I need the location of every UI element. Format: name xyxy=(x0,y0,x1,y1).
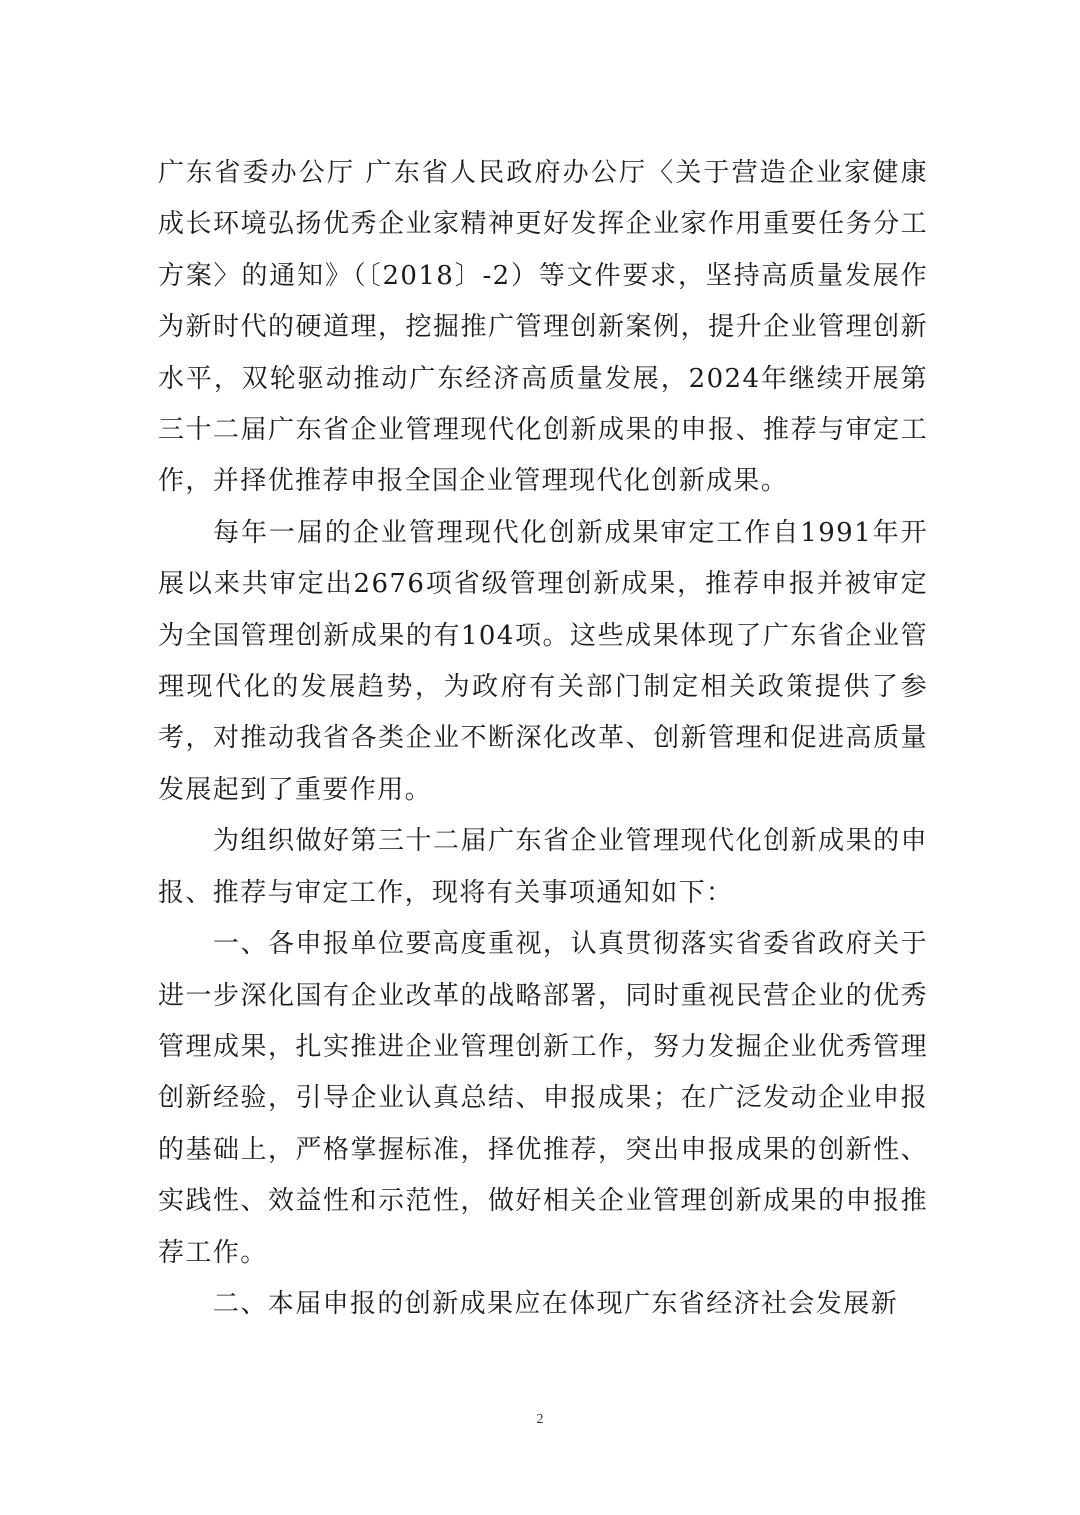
paragraph-intro: 为组织做好第三十二届广东省企业管理现代化创新成果的申报、推荐与审定工作，现将有关事项通知如下： xyxy=(158,826,928,908)
document-body xyxy=(158,148,928,1330)
paragraph-history: 每年一届的企业管理现代化创新成果审定工作自1991年开展以来共审定出2676项省级管理创新成果，推荐申报并被审定为全国管理创新成果的有104项。这些成果体现了广东省企业管理现代化的发展趋势，为政府有关部门制定相关政策提供了参考，对推动我省各类企业不断深化改革、创新管理和促进高质量发展起到了重要作用。 xyxy=(158,517,928,805)
paragraph-continuation: 广东省委办公厅 广东省人民政府办公厅〈关于营造企业家健康成长环境弘扬优秀企业家精神更好发挥企业家作用重要任务分工方案〉的通知》（〔2018〕-2）等文件要求，坚持高质量发展作为新时代的硬道理，挖掘推广管理创新案例，提升企业管理创新水平，双轮驱动推动广东经济高质量发展，2024年继续开展第三十二届广东省企业管理现代化创新成果的申报、推荐与审定工作，并择优推荐申报全国企业管理现代化创新成果。 xyxy=(158,158,928,497)
paragraph-item-two: 二、本届申报的创新成果应在体现广东省经济社会发展新 xyxy=(213,1288,899,1319)
page-number: 2 xyxy=(536,1412,544,1427)
paragraph-item-one: 一、各申报单位要高度重视，认真贯彻落实省委省政府关于进一步深化国有企业改革的战略部署，同时重视民营企业的优秀管理成果，扎实推进企业管理创新工作，努力发掘企业优秀管理创新经验，引导企业认真总结、申报成果；在广泛发动企业申报的基础上，严格掌握标准，择优推荐，突出申报成果的创新性、实践性、效益性和示范性，做好相关企业管理创新成果的申报推荐工作。 xyxy=(158,929,928,1268)
